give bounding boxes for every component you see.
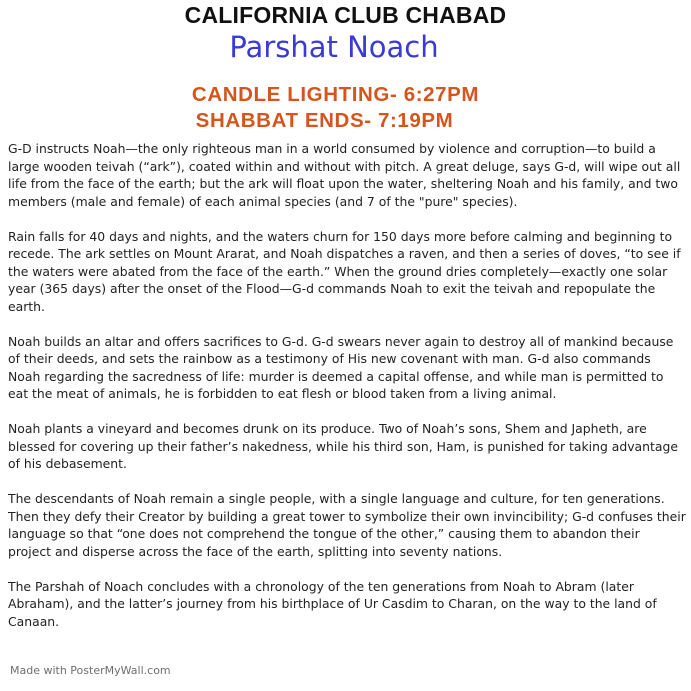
parsha-title: Parshat Noach: [229, 30, 439, 64]
parsha-summary: [8, 140, 686, 648]
paragraph-vineyard: Noah plants a vineyard and becomes drunk on its produce. Two of Noah’s sons, Shem and Japheth, are blessed for covering up their father’s nakedness, while his third son, Ham, is punished for taking advantage of his debasement.: [8, 421, 678, 471]
paragraph-tower: The descendants of Noah remain a single people, with a single language and culture, for ten generations. Then they defy their Creator by building a great tower to symbolize their own invincibility; G-d confuses their language so that “one does not comprehend the tongue of the other,” causing them to abandon their project and disperse across the face of the earth, splitting into seventy nations.: [8, 491, 686, 559]
paragraph-covenant: Noah builds an altar and offers sacrifices to G-d. G-d swears never again to destroy all of mankind because of their deeds, and sets the rainbow as a testimony of His new covenant with man. G-d also commands Noah regarding the sacredness of life: murder is deemed a capital offense, and while man is permitted to eat the meat of animals, he is forbidden to eat flesh or blood taken from a living animal.: [8, 333, 674, 401]
organization-title: CALIFORNIA CLUB CHABAD: [184, 2, 507, 28]
candle-lighting-time: CANDLE LIGHTING- 6:27PM: [191, 83, 480, 106]
shabbat-ends-time: SHABBAT ENDS- 7:19PM: [195, 109, 454, 132]
paragraph-ark: G-D instructs Noah—the only righteous man in a world consumed by violence and corruption—to build a large wooden teivah (“ark”), coated within and without with pitch. A great deluge, says G-d, will wipe out all life from the face of the earth; but the ark will float upon the water, sheltering Noah and his family, and two members (male and female) of each animal species (and 7 of the "pure" species).: [8, 141, 681, 209]
paragraph-chronology: The Parshah of Noach concludes with a chronology of the ten generations from Noah to Abram (later Abraham), and the latter’s journey from his birthplace of Ur Casdim to Charan, on the way to the land of Canaan.: [8, 578, 657, 629]
paragraph-flood: Rain falls for 40 days and nights, and the waters churn for 150 days more before calming and beginning to recede. The ark settles on Mount Ararat, and Noah dispatches a raven, and then a series of doves, “to see if the waters were abated from the face of the earth.” When the ground dries completely—exactly one solar year (365 days) after the onset of the Flood—G-d commands Noah to exit the teivah and repopulate the earth.: [8, 228, 681, 314]
postermywall-watermark: Made with PosterMyWall.com: [10, 664, 171, 677]
